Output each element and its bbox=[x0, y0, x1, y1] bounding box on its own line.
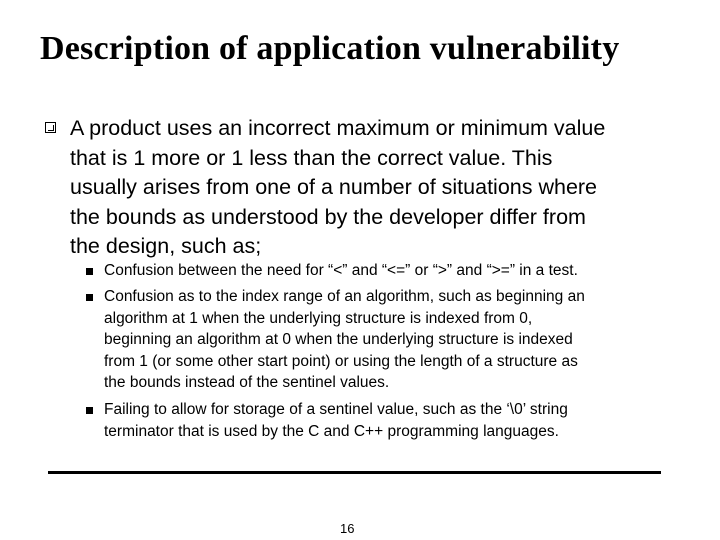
page-title: Description of application vulnerability bbox=[40, 30, 620, 67]
sub-point-line: beginning an algorithm at 0 when the underlying structure is indexed bbox=[104, 331, 573, 348]
sub-point-line: the bounds instead of the sentinel values. bbox=[104, 374, 390, 391]
sub-point-line: Failing to allow for storage of a sentinel value, such as the ‘\0’ string bbox=[104, 401, 568, 418]
main-point-line: the design, such as; bbox=[70, 234, 262, 258]
sub-bullet-icon bbox=[86, 294, 93, 301]
sub-bullet-icon bbox=[86, 268, 93, 275]
page-number: 16 bbox=[340, 521, 355, 536]
main-point-line: usually arises from one of a number of situations where bbox=[70, 175, 598, 199]
main-bullet-icon bbox=[45, 122, 56, 133]
sub-point-line: Confusion between the need for “<” and “<=” or “>” and “>=” in a test. bbox=[104, 262, 578, 279]
sub-point-text bbox=[104, 399, 664, 442]
sub-point-line: from 1 (or some other start point) or using the length of a structure as bbox=[104, 352, 578, 370]
sub-bullet-icon bbox=[86, 407, 93, 414]
sub-point-text bbox=[104, 260, 664, 282]
divider-line bbox=[48, 471, 661, 474]
sub-point-line: terminator that is used by the C and C++ programming languages. bbox=[104, 422, 559, 440]
sub-point-line: algorithm at 1 when the underlying structure is indexed from 0, bbox=[104, 309, 533, 327]
sub-point-text bbox=[104, 286, 664, 394]
main-point-line: the bounds as understood by the developer differ from bbox=[70, 204, 586, 229]
sub-point-line: Confusion as to the index range of an algorithm, such as beginning an bbox=[104, 288, 585, 305]
main-point-line: that is 1 more or 1 less than the correct value. This bbox=[70, 145, 553, 170]
main-point-line: A product uses an incorrect maximum or minimum value bbox=[70, 116, 606, 140]
main-point-text bbox=[70, 114, 685, 262]
